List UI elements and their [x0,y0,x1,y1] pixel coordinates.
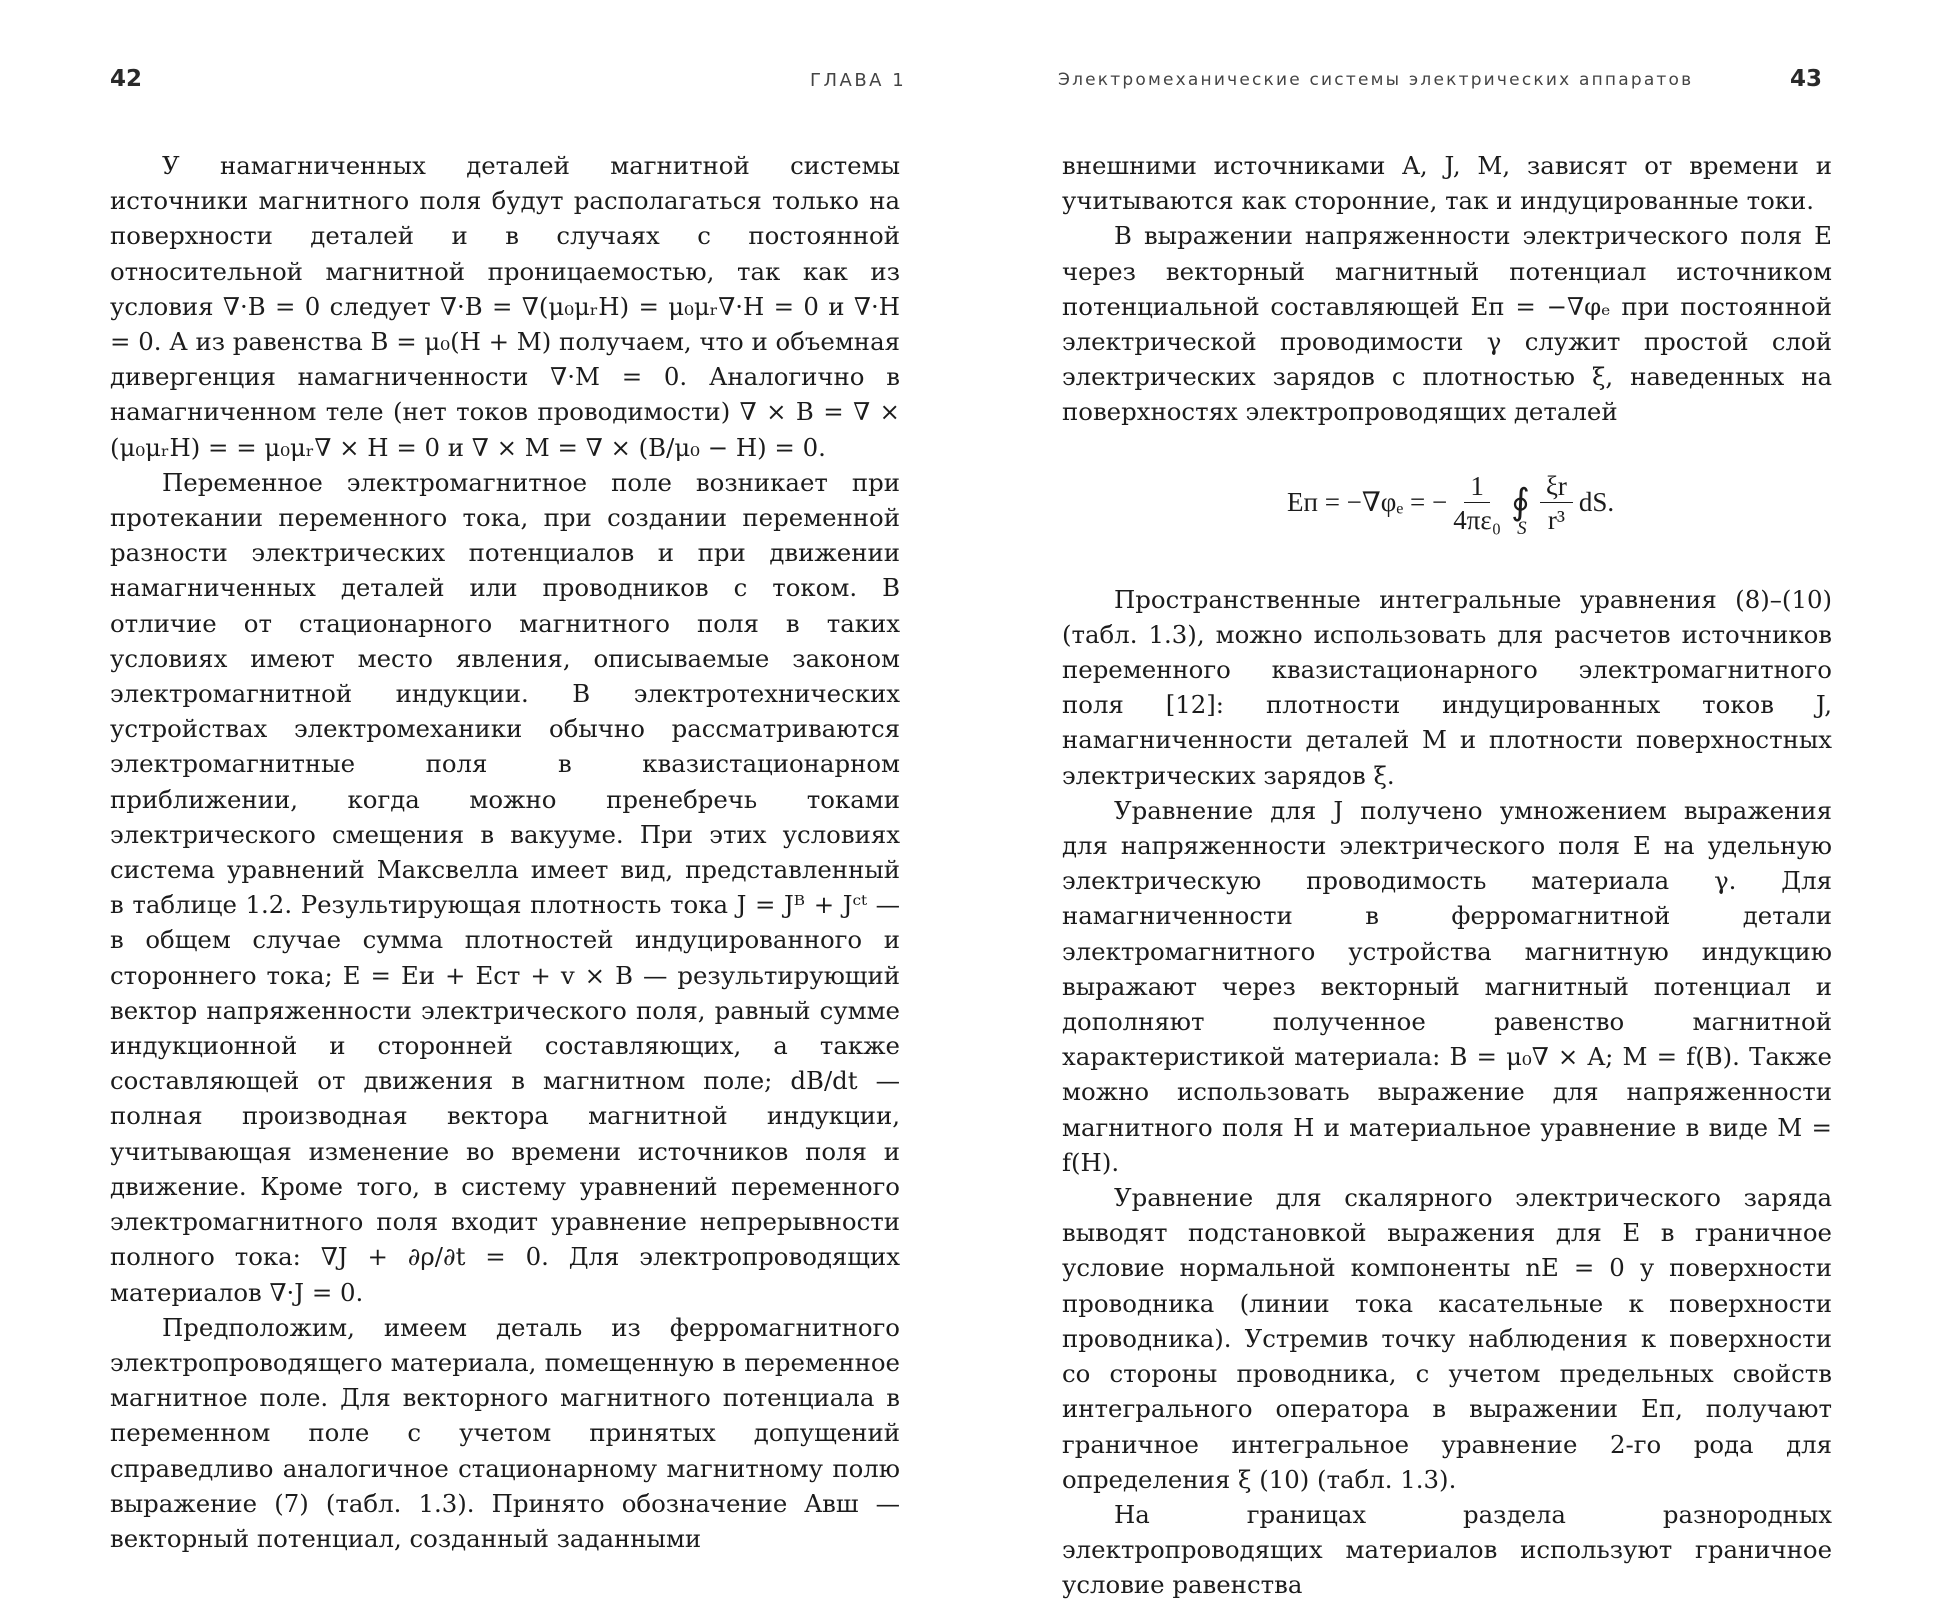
right-page-number: 43 [1790,66,1823,92]
right-paragraph-6: На границах раздела разнородных электропроводящих материалов используют граничное условие равенства [1062,1499,1832,1600]
right-page [968,0,1935,1600]
right-paragraph-4: Уравнение для J получено умножением выражения для напряженности электрического поля E на удельную электрическую проводимость материала γ. Для намагниченности в ферромагнитной детали электромагнитного устройства магнитную индукцию выражают через векторный магнитный потенциал и дополняют полученное равенство магнитной характеристикой материала: B = μ₀∇ × A; M = f(B). Также можно использовать выражение для напряженности магнитного поля H и материальное уравнение в виде M = f(H). [1062,795,1832,1177]
formula-integrand [1540,472,1573,534]
left-paragraph-3: Предположим, имеем деталь из ферромагнитного электропроводящего материала, помещенную в переменное магнитное поле. Для векторного магнитного потенциала в переменном поле с учетом принятых допущений справедливо аналогичное стационарному магнитному полю выражение (7) (табл. 1.3). Принято обозначение Aвш — векторный потенциал, созданный заданными [110,1312,900,1553]
left-chapter-title: ГЛАВА 1 [810,70,907,91]
integral-subscript: S [1517,518,1527,540]
right-section-title: Электромеханические системы электрических аппаратов [1058,70,1694,90]
integrand-denominator: r³ [1547,504,1565,535]
contour-integral-symbol [1511,482,1530,540]
right-paragraph-3: Пространственные интегральные уравнения (8)–(10) (табл. 1.3), можно использовать для расчетов источников переменного квазистационарного электромагнитного поля [12]: плотности индуцированных токов J, намагниченности деталей M и плотности поверхностных электрических зарядов ξ. [1062,584,1832,790]
formula-tail: dS. [1578,487,1615,518]
formula-fraction [1453,472,1501,534]
right-text-column [1062,148,1832,1603]
integrand-numerator: ξr [1540,472,1573,503]
formula-lhs: Eп = −∇φₑ = − [1287,487,1448,518]
left-text-column [110,148,900,1556]
integral-sign: ∮ [1511,482,1530,523]
left-paragraph-1: У намагниченных деталей магнитной системы источники магнитного поля будут располагаться только на поверхности деталей и в случаях с постоянной относительной магнитной проницаемостью, так как из условия ∇·B = 0 следует ∇·B = ∇(μ₀μᵣH) = μ₀μᵣ∇·H = 0 и ∇·H = 0. А из равенства B = μ₀(H + M) получаем, что и объемная дивергенция намагниченности ∇·M = 0. Аналогично в намагниченном теле (нет токов проводимости) ∇ × B = ∇ × (μ₀μᵣH) = = μ₀μᵣ∇ × H = 0 и ∇ × M = ∇ × (B/μ₀ − H) = 0. [110,151,900,462]
right-paragraph-1: внешними источниками A, J, M, зависят от времени и учитываются как сторонние, так и индуцированные токи. [1062,151,1832,216]
left-page-number: 42 [110,66,143,92]
formula-fraction-denominator: 4πε₀ [1453,504,1502,535]
right-running-head [968,66,1935,106]
right-paragraph-2: В выражении напряженности электрического поля E через векторный магнитный потенциал источником потенциальной составляющей Eп = −∇φₑ при постоянной электрической проводимости γ служит простой слой электрических зарядов с плотностью ξ, наведенных на поверхностях электропроводящих деталей [1062,221,1832,427]
left-page [0,0,968,1560]
formula-row [1287,468,1614,538]
display-formula [1062,430,1832,582]
left-paragraph-2: Переменное электромагнитное поле возникает при протекании переменного тока, при создании переменной разности электрических потенциалов и при движении намагниченных деталей или проводников с током. В отличие от стационарного магнитного поля в таких условиях имеют место явления, описываемые законом электромагнитной индукции. В электротехнических устройствах электромеханики обычно рассматриваются электромагнитные поля в квазистационарном приближении, когда можно пренебречь токами электрического смещения в вакууме. При этих условиях система уравнений Максвелла имеет вид, представленный в таблице 1.2. Результирующая плотность тока J = Jᴮ + Jᶜᵗ — в общем случае сумма плотностей индуцированного и стороннего тока; E = Eи + Eст + v × B — результирующий вектор напряженности электрического поля, равный сумме индукционной и сторонней составляющих, а также составляющей от движения в магнитном поле; dB/dt — полная производная вектора магнитной индукции, учитывающая изменение во времени источников поля и движение. Кроме того, в систему уравнений переменного электромагнитного поля входит уравнение непрерывности полного тока: ∇J + ∂ρ/∂t = 0. Для электропроводящих материалов ∇·J = 0. [110,467,900,1307]
left-running-head [0,66,968,106]
right-paragraph-5: Уравнение для скалярного электрического заряда выводят подстановкой выражения для E в граничное условие нормальной компоненты nE = 0 у поверхности проводника (линии тока касательные к поверхности проводника). Устремив точку наблюдения к поверхности со стороны проводника, с учетом предельных свойств интегрального оператора в выражении Eп, получают граничное интегральное уравнение 2-го рода для определения ξ (10) (табл. 1.3). [1062,1183,1832,1494]
formula-fraction-numerator: 1 [1464,472,1490,503]
